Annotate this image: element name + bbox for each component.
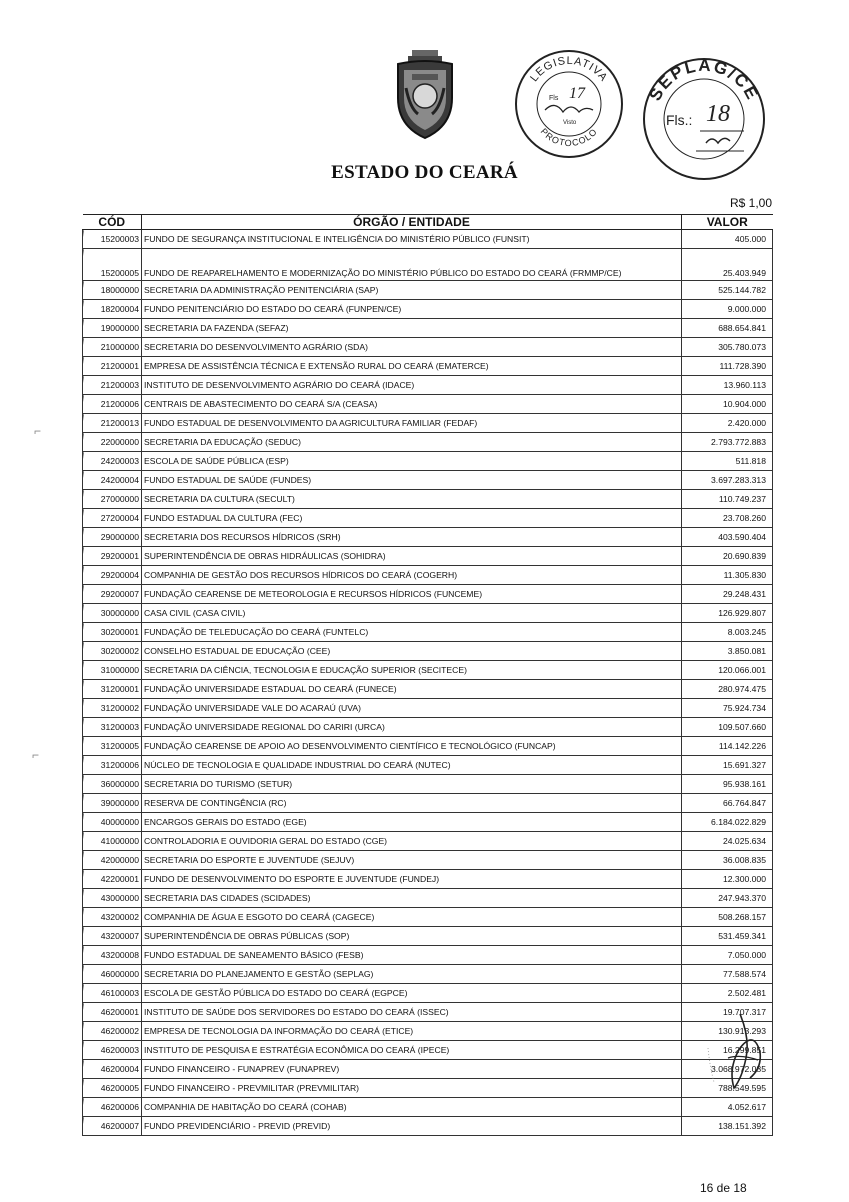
seplag-fls-label: Fls.: xyxy=(666,112,693,128)
cell-organization: RESERVA DE CONTINGÊNCIA (RC) xyxy=(142,794,682,813)
cell-value: 120.066.001 xyxy=(682,661,773,680)
cell-organization: FUNDO ESTADUAL DA CULTURA (FEC) xyxy=(142,509,682,528)
cell-code: 46200004 xyxy=(83,1060,142,1079)
budget-table xyxy=(82,214,773,1136)
cell-value: 111.728.390 xyxy=(682,357,773,376)
cell-code: 22000000 xyxy=(83,433,142,452)
cell-organization: ESCOLA DE GESTÃO PÚBLICA DO ESTADO DO CEARÁ (EGPCE) xyxy=(142,984,682,1003)
table-row xyxy=(83,813,773,832)
cell-organization: SECRETARIA DO TURISMO (SETUR) xyxy=(142,775,682,794)
margin-tick-mark: ⌐ xyxy=(32,748,40,762)
cell-code: 40000000 xyxy=(83,813,142,832)
cell-code: 36000000 xyxy=(83,775,142,794)
table-row xyxy=(83,319,773,338)
cell-organization: SECRETARIA DA EDUCAÇÃO (SEDUC) xyxy=(142,433,682,452)
cell-code: 18000000 xyxy=(83,281,142,300)
cell-code: 31200002 xyxy=(83,699,142,718)
cell-organization: COMPANHIA DE ÁGUA E ESGOTO DO CEARÁ (CAGECE) xyxy=(142,908,682,927)
table-row xyxy=(83,908,773,927)
stamp-ring-top-text: LEGISLATIVA xyxy=(528,54,610,85)
table-row xyxy=(83,452,773,471)
cell-value: 130.913.293 xyxy=(682,1022,773,1041)
cell-organization: FUNDO FINANCEIRO - PREVMILITAR (PREVMILITAR) xyxy=(142,1079,682,1098)
cell-organization: FUNDAÇÃO DE TELEDUCAÇÃO DO CEARÁ (FUNTELC) xyxy=(142,623,682,642)
cell-organization: COMPANHIA DE GESTÃO DOS RECURSOS HÍDRICOS DO CEARÁ (COGERH) xyxy=(142,566,682,585)
table-row xyxy=(83,794,773,813)
table-row xyxy=(83,775,773,794)
table-row xyxy=(83,1117,773,1136)
table-row xyxy=(83,528,773,547)
page-number: 16 de 18 xyxy=(700,1181,747,1195)
cell-organization: ENCARGOS GERAIS DO ESTADO (EGE) xyxy=(142,813,682,832)
cell-organization: FUNDO ESTADUAL DE SANEAMENTO BÁSICO (FESB) xyxy=(142,946,682,965)
cell-value: 511.818 xyxy=(682,452,773,471)
table-row xyxy=(83,376,773,395)
currency-unit: R$ 1,00 xyxy=(729,196,772,210)
cell-value: 3.068.972.085 xyxy=(682,1060,773,1079)
table-row xyxy=(83,433,773,452)
table-row xyxy=(83,300,773,319)
cell-organization: SECRETARIA DAS CIDADES (SCIDADES) xyxy=(142,889,682,908)
stamp-fls-label: Fls xyxy=(549,95,559,102)
cell-code: 39000000 xyxy=(83,794,142,813)
cell-organization: FUNDO PREVIDENCIÁRIO - PREVID (PREVID) xyxy=(142,1117,682,1136)
cell-code: 27000000 xyxy=(83,490,142,509)
cell-code: 31200001 xyxy=(83,680,142,699)
cell-organization: INSTITUTO DE PESQUISA E ESTRATÉGIA ECONÔMICA DO CEARÁ (IPECE) xyxy=(142,1041,682,1060)
cell-code: 46200001 xyxy=(83,1003,142,1022)
cell-code: 27200004 xyxy=(83,509,142,528)
cell-value: 15.691.327 xyxy=(682,756,773,775)
table-row xyxy=(83,756,773,775)
table-row xyxy=(83,1022,773,1041)
table-row xyxy=(83,680,773,699)
cell-organization: EMPRESA DE ASSISTÊNCIA TÉCNICA E EXTENSÃO RURAL DO CEARÁ (EMATERCE) xyxy=(142,357,682,376)
table-row xyxy=(83,566,773,585)
cell-code: 29200007 xyxy=(83,585,142,604)
table-row xyxy=(83,281,773,300)
table-row xyxy=(83,737,773,756)
cell-code: 31200003 xyxy=(83,718,142,737)
cell-organization: FUNDO ESTADUAL DE DESENVOLVIMENTO DA AGRICULTURA FAMILIAR (FEDAF) xyxy=(142,414,682,433)
cell-code: 43200002 xyxy=(83,908,142,927)
cell-value: 20.690.839 xyxy=(682,547,773,566)
cell-value: 11.305.830 xyxy=(682,566,773,585)
cell-value: 9.000.000 xyxy=(682,300,773,319)
column-header-value: VALOR xyxy=(682,215,773,230)
stamp-fls-value: 17 xyxy=(569,85,585,102)
cell-code: 41000000 xyxy=(83,832,142,851)
cell-organization: SECRETARIA DA CIÊNCIA, TECNOLOGIA E EDUCAÇÃO SUPERIOR (SECITECE) xyxy=(142,661,682,680)
cell-code: 46000000 xyxy=(83,965,142,984)
cell-organization: FUNDAÇÃO CEARENSE DE METEOROLOGIA E RECURSOS HÍDRICOS (FUNCEME) xyxy=(142,585,682,604)
cell-value: 2.502.481 xyxy=(682,984,773,1003)
cell-value: 531.459.341 xyxy=(682,927,773,946)
cell-value: 305.780.073 xyxy=(682,338,773,357)
cell-code: 30200001 xyxy=(83,623,142,642)
table-row xyxy=(83,357,773,376)
cell-value: 109.507.660 xyxy=(682,718,773,737)
cell-value: 10.904.000 xyxy=(682,395,773,414)
cell-code: 21200006 xyxy=(83,395,142,414)
table-row xyxy=(83,1079,773,1098)
cell-code: 43200007 xyxy=(83,927,142,946)
stamp-ring-bottom-text: PROTOCOLO xyxy=(538,126,600,149)
cell-value: 2.420.000 xyxy=(682,414,773,433)
cell-value: 12.300.000 xyxy=(682,870,773,889)
stamp-visto-label: Visto xyxy=(563,120,577,126)
cell-organization: SECRETARIA DOS RECURSOS HÍDRICOS (SRH) xyxy=(142,528,682,547)
table-row xyxy=(83,623,773,642)
cell-code: 24200004 xyxy=(83,471,142,490)
cell-value: 403.590.404 xyxy=(682,528,773,547)
svg-text:SEPLAG/CE xyxy=(645,56,762,104)
table-row xyxy=(83,889,773,908)
cell-value: 25.403.949 xyxy=(682,249,773,281)
cell-code: 30000000 xyxy=(83,604,142,623)
cell-organization: NÚCLEO DE TECNOLOGIA E QUALIDADE INDUSTRIAL DO CEARÁ (NUTEC) xyxy=(142,756,682,775)
handwritten-signature xyxy=(700,1008,780,1098)
cell-organization: SECRETARIA DO ESPORTE E JUVENTUDE (SEJUV) xyxy=(142,851,682,870)
table-row xyxy=(83,414,773,433)
cell-value: 4.052.617 xyxy=(682,1098,773,1117)
cell-organization: FUNDO DE DESENVOLVIMENTO DO ESPORTE E JUVENTUDE (FUNDEJ) xyxy=(142,870,682,889)
cell-organization: FUNDAÇÃO UNIVERSIDADE REGIONAL DO CARIRI (URCA) xyxy=(142,718,682,737)
cell-code: 21000000 xyxy=(83,338,142,357)
cell-value: 77.588.574 xyxy=(682,965,773,984)
column-header-cod: CÓD xyxy=(83,215,142,230)
cell-value: 247.943.370 xyxy=(682,889,773,908)
table-row xyxy=(83,471,773,490)
table-row xyxy=(83,965,773,984)
cell-organization: CENTRAIS DE ABASTECIMENTO DO CEARÁ S/A (CEASA) xyxy=(142,395,682,414)
cell-organization: SECRETARIA DA CULTURA (SECULT) xyxy=(142,490,682,509)
cell-code: 46100003 xyxy=(83,984,142,1003)
cell-code: 31200006 xyxy=(83,756,142,775)
cell-value: 8.003.245 xyxy=(682,623,773,642)
cell-organization: COMPANHIA DE HABITAÇÃO DO CEARÁ (COHAB) xyxy=(142,1098,682,1117)
table-row xyxy=(83,851,773,870)
cell-organization: SECRETARIA DA FAZENDA (SEFAZ) xyxy=(142,319,682,338)
cell-value: 138.151.392 xyxy=(682,1117,773,1136)
cell-code: 42200001 xyxy=(83,870,142,889)
table-row xyxy=(83,230,773,249)
assembly-protocol-stamp xyxy=(513,48,625,160)
cell-code: 43000000 xyxy=(83,889,142,908)
cell-code: 29200004 xyxy=(83,566,142,585)
table-row xyxy=(83,1060,773,1079)
seplag-ring-text: SEPLAG/CE xyxy=(645,55,763,104)
cell-value: 110.749.237 xyxy=(682,490,773,509)
cell-value: 19.707.317 xyxy=(682,1003,773,1022)
cell-code: 21200013 xyxy=(83,414,142,433)
table-row xyxy=(83,832,773,851)
cell-code: 46200003 xyxy=(83,1041,142,1060)
table-row xyxy=(83,509,773,528)
cell-value: 95.938.161 xyxy=(682,775,773,794)
cell-code: 21200003 xyxy=(83,376,142,395)
cell-organization: ESCOLA DE SAÚDE PÚBLICA (ESP) xyxy=(142,452,682,471)
cell-code: 30200002 xyxy=(83,642,142,661)
cell-value: 7.050.000 xyxy=(682,946,773,965)
table-row xyxy=(83,984,773,1003)
table-body xyxy=(83,230,773,1136)
cell-value: 6.184.022.829 xyxy=(682,813,773,832)
cell-code: 31000000 xyxy=(83,661,142,680)
table-row xyxy=(83,661,773,680)
table-row xyxy=(83,338,773,357)
cell-organization: EMPRESA DE TECNOLOGIA DA INFORMAÇÃO DO CEARÁ (ETICE) xyxy=(142,1022,682,1041)
table-row xyxy=(83,1098,773,1117)
table-row xyxy=(83,870,773,889)
cell-code: 29200001 xyxy=(83,547,142,566)
cell-code: 46200007 xyxy=(83,1117,142,1136)
cell-value: 3.850.081 xyxy=(682,642,773,661)
seplag-fls-value: 18 xyxy=(706,101,730,127)
table-row xyxy=(83,946,773,965)
cell-value: 126.929.807 xyxy=(682,604,773,623)
cell-value: 66.764.847 xyxy=(682,794,773,813)
cell-organization: CONTROLADORIA E OUVIDORIA GERAL DO ESTADO (CGE) xyxy=(142,832,682,851)
cell-value: 13.960.113 xyxy=(682,376,773,395)
table-row xyxy=(83,547,773,566)
table-row xyxy=(83,927,773,946)
cell-organization: INSTITUTO DE SAÚDE DOS SERVIDORES DO ESTADO DO CEARÁ (ISSEC) xyxy=(142,1003,682,1022)
cell-organization: FUNDO PENITENCIÁRIO DO ESTADO DO CEARÁ (FUNPEN/CE) xyxy=(142,300,682,319)
table-row xyxy=(83,699,773,718)
cell-organization: SECRETARIA DO DESENVOLVIMENTO AGRÁRIO (SDA) xyxy=(142,338,682,357)
cell-code: 18200004 xyxy=(83,300,142,319)
cell-value: 788.549.595 xyxy=(682,1079,773,1098)
cell-organization: INSTITUTO DE DESENVOLVIMENTO AGRÁRIO DO CEARÁ (IDACE) xyxy=(142,376,682,395)
cell-organization: SUPERINTENDÊNCIA DE OBRAS PÚBLICAS (SOP) xyxy=(142,927,682,946)
cell-value: 280.974.475 xyxy=(682,680,773,699)
cell-organization: SUPERINTENDÊNCIA DE OBRAS HIDRÁULICAS (SOHIDRA) xyxy=(142,547,682,566)
cell-value: 29.248.431 xyxy=(682,585,773,604)
cell-code: 46200005 xyxy=(83,1079,142,1098)
table-row xyxy=(83,490,773,509)
cell-value: 114.142.226 xyxy=(682,737,773,756)
cell-code: 42000000 xyxy=(83,851,142,870)
cell-value: 3.697.283.313 xyxy=(682,471,773,490)
cell-value: 525.144.782 xyxy=(682,281,773,300)
cell-code: 24200003 xyxy=(83,452,142,471)
svg-text:PROTOCOLO xyxy=(539,126,600,148)
cell-organization: FUNDO DE REAPARELHAMENTO E MODERNIZAÇÃO DO MINISTÉRIO PÚBLICO DO ESTADO DO CEARÁ (FRMMP/CE) xyxy=(142,249,682,281)
cell-organization: SECRETARIA DO PLANEJAMENTO E GESTÃO (SEPLAG) xyxy=(142,965,682,984)
cell-value: 405.000 xyxy=(682,230,773,249)
cell-organization: FUNDO ESTADUAL DE SAÚDE (FUNDES) xyxy=(142,471,682,490)
cell-organization: FUNDAÇÃO UNIVERSIDADE ESTADUAL DO CEARÁ (FUNECE) xyxy=(142,680,682,699)
table-row xyxy=(83,1003,773,1022)
cell-organization: FUNDAÇÃO CEARENSE DE APOIO AO DESENVOLVIMENTO CIENTÍFICO E TECNOLÓGICO (FUNCAP) xyxy=(142,737,682,756)
table-row xyxy=(83,642,773,661)
cell-value: 16.299.851 xyxy=(682,1041,773,1060)
cell-code: 21200001 xyxy=(83,357,142,376)
cell-organization: CONSELHO ESTADUAL DE EDUCAÇÃO (CEE) xyxy=(142,642,682,661)
cell-code: 46200006 xyxy=(83,1098,142,1117)
table-row xyxy=(83,395,773,414)
cell-organization: FUNDO FINANCEIRO - FUNAPREV (FUNAPREV) xyxy=(142,1060,682,1079)
column-header-org: ÓRGÃO / ENTIDADE xyxy=(142,215,682,230)
cell-value: 508.268.157 xyxy=(682,908,773,927)
cell-value: 36.008.835 xyxy=(682,851,773,870)
table-header-row xyxy=(83,215,773,230)
cell-code: 29000000 xyxy=(83,528,142,547)
cell-value: 2.793.772.883 xyxy=(682,433,773,452)
document-title: ESTADO DO CEARÁ xyxy=(331,162,518,183)
cell-code: 15200005 xyxy=(83,249,142,281)
cell-value: 24.025.634 xyxy=(682,832,773,851)
cell-organization: FUNDAÇÃO UNIVERSIDADE VALE DO ACARAÚ (UVA) xyxy=(142,699,682,718)
cell-organization: SECRETARIA DA ADMINISTRAÇÃO PENITENCIÁRIA (SAP) xyxy=(142,281,682,300)
cell-value: 23.708.260 xyxy=(682,509,773,528)
cell-code: 43200008 xyxy=(83,946,142,965)
table-row xyxy=(83,604,773,623)
cell-code: 31200005 xyxy=(83,737,142,756)
cell-code: 19000000 xyxy=(83,319,142,338)
cell-organization: CASA CIVIL (CASA CIVIL) xyxy=(142,604,682,623)
cell-code: 46200002 xyxy=(83,1022,142,1041)
cell-value: 75.924.734 xyxy=(682,699,773,718)
table-row xyxy=(83,249,773,281)
table-row xyxy=(83,1041,773,1060)
state-coat-of-arms-logo xyxy=(390,48,460,140)
cell-code: 15200003 xyxy=(83,230,142,249)
margin-tick-mark: ⌐ xyxy=(34,424,42,438)
table-row xyxy=(83,585,773,604)
table-row xyxy=(83,718,773,737)
cell-value: 688.654.841 xyxy=(682,319,773,338)
cell-organization: FUNDO DE SEGURANÇA INSTITUCIONAL E INTELIGÊNCIA DO MINISTÉRIO PÚBLICO (FUNSIT) xyxy=(142,230,682,249)
